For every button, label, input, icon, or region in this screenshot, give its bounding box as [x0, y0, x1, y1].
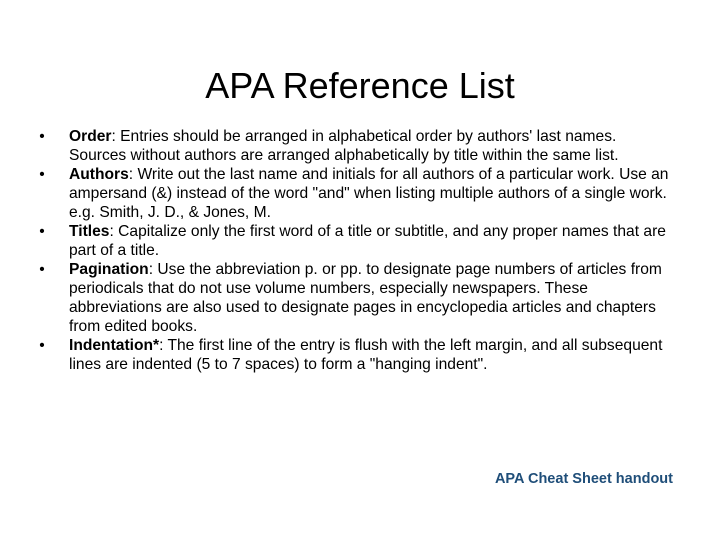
bullet-icon: • [39, 337, 45, 354]
bullet-icon: • [39, 166, 45, 183]
bullet-text: Write out the last name and initials for all authors of a particular work. Use an ampersand (&) instead of the word "and" when listing multiple authors of a single work. e.g. Smith, J. D., & Jones, M. [69, 166, 669, 221]
bullet-text: Entries should be arranged in alphabetical order by authors' last names. Sources without authors are arranged alphabetically by title within the same list. [69, 128, 619, 164]
list-item [36, 222, 676, 260]
list-item [36, 260, 676, 336]
bullet-separator: : [128, 166, 134, 183]
bullet-term: Indentation* [69, 337, 160, 354]
bullet-icon: • [39, 128, 45, 145]
list-item [36, 336, 676, 374]
bullet-list [36, 127, 676, 374]
bullet-icon: • [39, 223, 45, 240]
page-title: APA Reference List [205, 65, 515, 107]
cheat-sheet-link[interactable]: APA Cheat Sheet handout [494, 471, 673, 487]
bullet-text: Capitalize only the first word of a title or subtitle, and any proper names that are part of a title. [69, 223, 666, 259]
bullet-text: Use the abbreviation p. or pp. to designate page numbers of articles from periodicals that do not use volume numbers, especially newspapers. These abbreviations are also used to designate pages in encyclopedia articles and chapters from edited books. [69, 261, 662, 335]
bullet-separator: : [109, 223, 114, 240]
bullet-text: The first line of the entry is flush with the left margin, and all subsequent lines are indented (5 to 7 spaces) to form a "hanging indent". [69, 337, 663, 373]
bullet-term: Order [69, 128, 112, 145]
list-item [36, 127, 676, 165]
bullet-term: Authors [69, 166, 129, 183]
list-item [36, 165, 676, 222]
bullet-separator: : [148, 261, 154, 278]
bullet-separator: : [159, 337, 164, 354]
bullet-separator: : [111, 128, 116, 145]
bullet-term: Pagination [69, 261, 149, 278]
bullet-term: Titles [69, 223, 110, 240]
bullet-icon: • [39, 261, 45, 278]
